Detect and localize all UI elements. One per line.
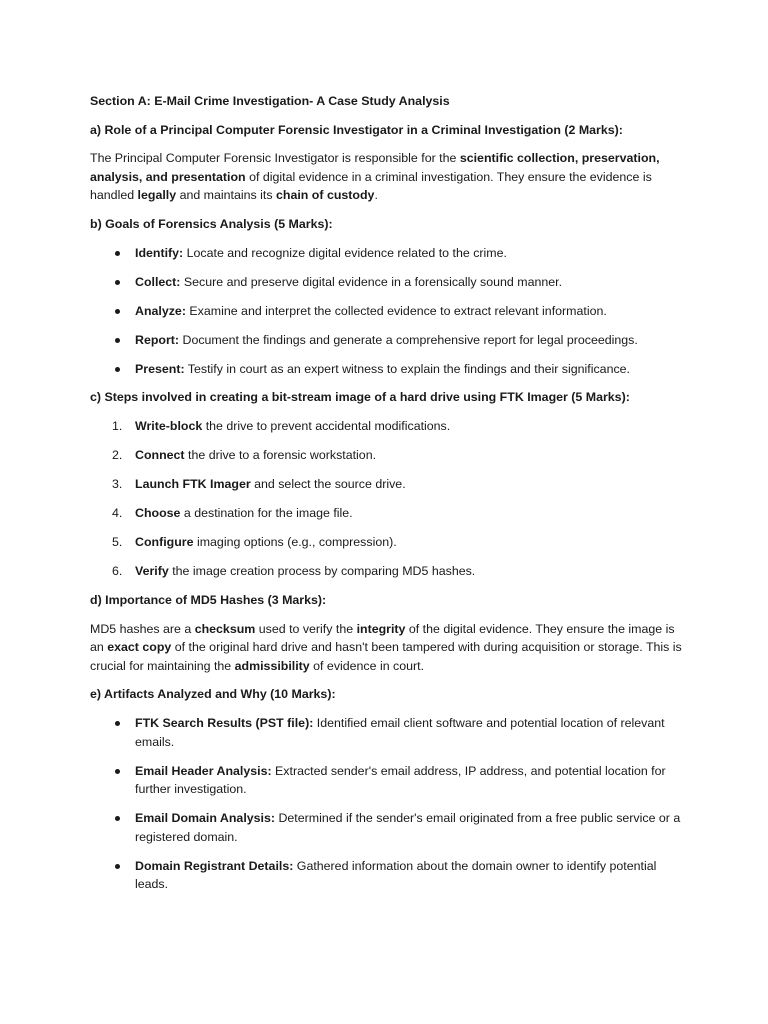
item-term: FTK Search Results (PST file): [135, 715, 314, 730]
list-item [90, 360, 682, 379]
item-text: imaging options (e.g., compression). [193, 535, 397, 550]
item-text: Gathered information about the domain owner to identify potential leads. [135, 858, 657, 892]
item-text: Document the findings and generate a comprehensive report for legal proceedings. [179, 332, 638, 347]
list-item [90, 714, 682, 751]
bold-span: scientific collection, preservation, analysis, and presentation [90, 151, 660, 184]
list-item [90, 809, 682, 846]
item-text: the drive to a forensic workstation. [184, 448, 377, 463]
item-text: the drive to prevent accidental modifications. [202, 419, 451, 434]
list-item [90, 331, 682, 350]
paragraph-d [90, 620, 682, 676]
list-item [90, 475, 682, 494]
item-text: Determined if the sender's email originated from a free public service or a registered domain. [135, 811, 681, 844]
text-span: of evidence in court. [309, 658, 425, 673]
list-item [90, 762, 682, 799]
heading-e: e) Artifacts Analyzed and Why (10 Marks): [90, 687, 336, 702]
heading-c: c) Steps involved in creating a bit-stream image of a hard drive using FTK Imager (5 Marks): [90, 390, 630, 405]
item-term: Email Header Analysis: [135, 763, 272, 778]
list-item [90, 857, 682, 894]
paragraph-a [90, 149, 682, 205]
item-text: and select the source drive. [250, 477, 406, 492]
item-term: Email Domain Analysis: [135, 811, 276, 826]
artifacts-list [90, 714, 682, 894]
text-span: used to verify the [255, 621, 357, 636]
bullet-icon [115, 309, 120, 314]
item-text: Identified email client software and potential location of relevant emails. [135, 715, 665, 749]
list-item [90, 417, 682, 436]
item-text: Extracted sender's email address, IP address, and potential location for further investigation. [135, 763, 666, 797]
item-text: the image creation process by comparing MD5 hashes. [168, 564, 476, 578]
item-text: a destination for the image file. [180, 506, 353, 521]
bullet-icon [115, 721, 120, 726]
text-span: MD5 hashes are a [90, 621, 195, 636]
list-item [90, 533, 682, 552]
text-span: . [374, 188, 378, 203]
step-number: 5. [112, 535, 123, 550]
heading-d: d) Importance of MD5 Hashes (3 Marks): [90, 592, 327, 607]
bold-span: chain of custody [276, 188, 375, 203]
item-term: Choose [135, 506, 181, 521]
item-term: Identify: [135, 245, 184, 260]
bold-span: admissibility [234, 658, 310, 673]
bullet-icon [115, 367, 120, 372]
item-text: Examine and interpret the collected evidence to extract relevant information. [185, 303, 607, 318]
step-number: 4. [112, 506, 123, 521]
text-span: of digital evidence in a criminal investigation. They ensure the evidence is handled [90, 169, 652, 203]
steps-list [90, 417, 682, 581]
bullet-icon [115, 338, 120, 343]
list-item [90, 446, 682, 465]
step-number: 1. [112, 419, 123, 434]
heading-a: a) Role of a Principal Computer Forensic Investigator in a Criminal Investigation (2 Marks): [90, 122, 623, 137]
step-number: 6. [112, 564, 123, 578]
bold-span: integrity [356, 621, 406, 636]
step-number: 2. [112, 448, 123, 463]
bullet-icon [115, 864, 120, 869]
list-item [90, 562, 682, 581]
item-term: Report: [135, 332, 180, 347]
item-text: Secure and preserve digital evidence in a forensically sound manner. [180, 274, 563, 289]
goals-list [90, 244, 682, 379]
text-span: The Principal Computer Forensic Investigator is responsible for the [90, 151, 460, 166]
bullet-icon [115, 280, 120, 285]
item-term: Verify [135, 564, 169, 578]
bold-span: legally [137, 188, 177, 203]
item-term: Domain Registrant Details: [135, 858, 294, 873]
list-item [90, 273, 682, 292]
item-term: Configure [135, 535, 194, 550]
bold-span: exact copy [107, 640, 172, 655]
item-term: Collect: [135, 274, 181, 289]
item-term: Launch FTK Imager [135, 477, 251, 492]
bullet-icon [115, 769, 120, 774]
step-number: 3. [112, 477, 123, 492]
item-term: Write-block [135, 419, 203, 434]
text-span: and maintains its [176, 188, 276, 203]
bullet-icon [115, 251, 120, 256]
text-span: of the digital evidence. They ensure the image is an [90, 621, 675, 655]
bold-span: checksum [194, 621, 256, 636]
item-term: Analyze: [135, 303, 186, 318]
section-title: Section A: E-Mail Crime Investigation- A Case Study Analysis [90, 94, 450, 108]
list-item [90, 302, 682, 321]
bullet-icon [115, 816, 120, 821]
list-item [90, 504, 682, 523]
list-item [90, 244, 682, 263]
heading-b: b) Goals of Forensics Analysis (5 Marks): [90, 216, 333, 231]
item-term: Connect [135, 448, 185, 463]
item-text: Testify in court as an expert witness to explain the findings and their significance. [184, 361, 630, 376]
item-term: Present: [135, 361, 185, 376]
text-span: of the original hard drive and hasn't been tampered with during acquisition or storage. This is crucial for maintaining the [90, 640, 682, 673]
item-text: Locate and recognize digital evidence related to the crime. [183, 245, 507, 260]
